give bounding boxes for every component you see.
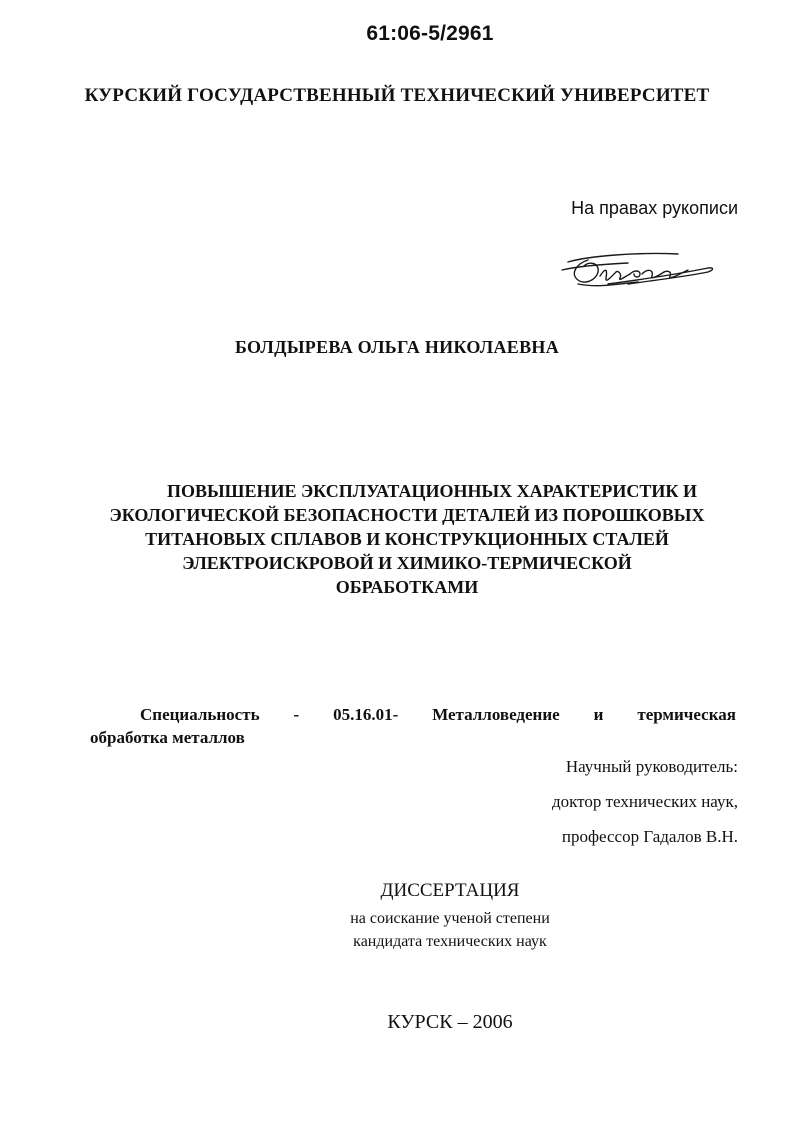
title-line: ПОВЫШЕНИЕ ЭКСПЛУАТАЦИОННЫХ ХАРАКТЕРИСТИК И — [167, 481, 697, 501]
specialty-label: Специальность — [140, 705, 260, 724]
specialty-name-word: и — [593, 705, 604, 724]
handwritten-signature — [548, 240, 728, 300]
title-line: ТИТАНОВЫХ СПЛАВОВ И КОНСТРУКЦИОННЫХ СТАЛЕЙ — [145, 529, 669, 549]
advisor-name: профессор Гадалов В.Н. — [561, 827, 738, 846]
specialty-code: 05.16.01- — [333, 705, 399, 724]
manuscript-rights-note: На правах рукописи — [571, 198, 738, 218]
specialty-name-continuation: обработка металлов — [90, 728, 245, 747]
scientific-advisor — [552, 749, 738, 854]
city-year: КУРСК – 2006 — [387, 1011, 513, 1033]
dissertation-type — [40, 879, 794, 953]
title-line: ЭЛЕКТРОИСКРОВОЙ И ХИМИКО-ТЕРМИЧЕСКОЙ — [182, 553, 632, 573]
specialty-name-word: термическая — [637, 705, 736, 724]
dissertation-title — [60, 479, 754, 599]
title-line: ЭКОЛОГИЧЕСКОЙ БЕЗОПАСНОСТИ ДЕТАЛЕЙ ИЗ ПОРОШКОВЫХ — [109, 505, 705, 525]
degree-line: кандидата технических наук — [353, 933, 547, 950]
title-line: ОБРАБОТКАМИ — [335, 577, 479, 597]
university-name: КУРСКИЙ ГОСУДАРСТВЕННЫЙ ТЕХНИЧЕСКИЙ УНИВЕРСИТЕТ — [84, 85, 710, 106]
advisor-degree: доктор технических наук, — [551, 792, 738, 811]
specialty-dash: - — [293, 705, 300, 724]
degree-line: на соискание ученой степени — [350, 910, 550, 927]
advisor-label: Научный руководитель: — [565, 757, 738, 776]
specialty-name-word: Металловедение — [432, 705, 560, 724]
dissertation-heading: ДИССЕРТАЦИЯ — [380, 880, 520, 901]
author-name: БОЛДЫРЕВА ОЛЬГА НИКОЛАЕВНА — [234, 337, 560, 357]
specialty-block — [90, 703, 736, 749]
document-number: 61:06-5/2961 — [366, 22, 494, 45]
specialty-row — [96, 703, 736, 726]
